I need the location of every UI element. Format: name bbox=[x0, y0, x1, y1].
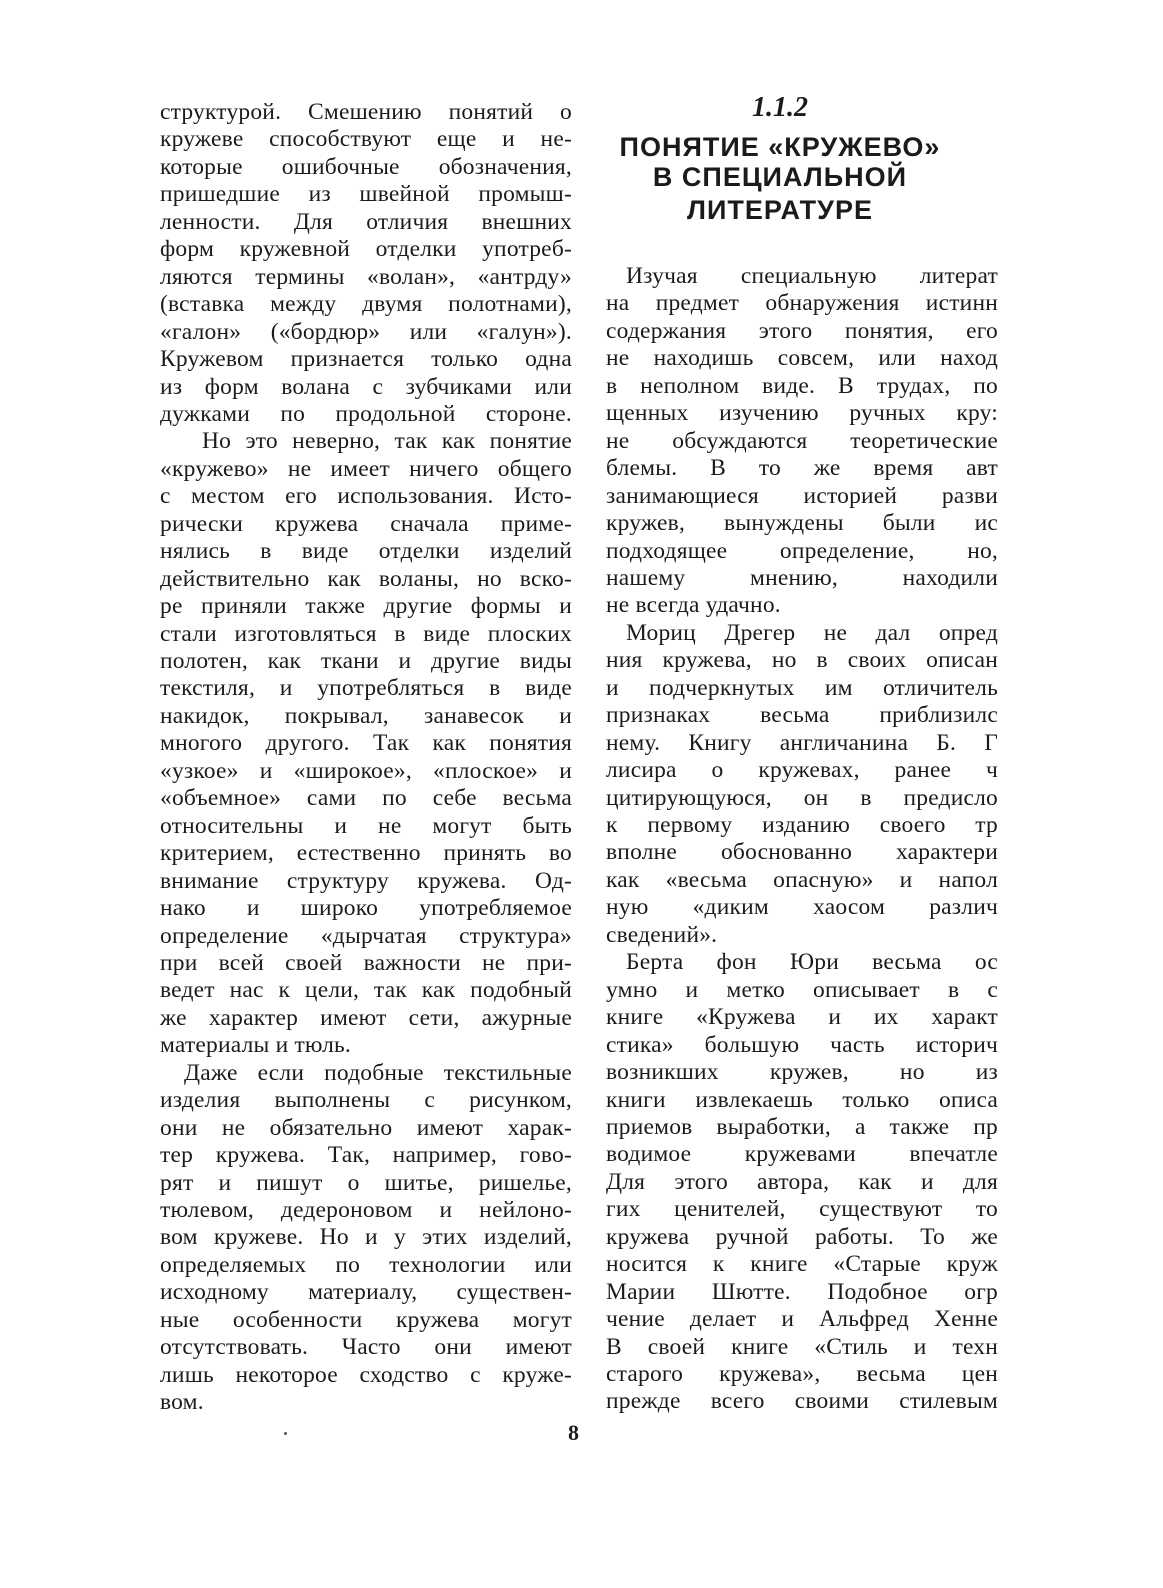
text-line: при всей своей важности не при- bbox=[160, 949, 572, 976]
text-line: действительно как воланы, но вско- bbox=[160, 565, 572, 592]
text-line: не находишь совсем, или наход bbox=[606, 345, 998, 372]
text-line: «объемное» сами по себе весьма bbox=[160, 785, 572, 812]
text-line: лисира о кружевах, ранее ч bbox=[606, 757, 998, 784]
text-line: ведет нас к цели, так как подобный bbox=[160, 977, 572, 1004]
text-line: «узкое» и «широкое», «плоское» и bbox=[160, 757, 572, 784]
text-line: нему. Книгу англичанина Б. Г bbox=[606, 729, 998, 756]
text-line: нялись в виде отделки изделий bbox=[160, 538, 572, 565]
text-line: тюлевом, дедероновом и нейлоно- bbox=[160, 1197, 572, 1223]
text-line: стали изготовляться в виде плоских bbox=[160, 620, 572, 647]
text-line: кружеве способствуют еще и не- bbox=[160, 126, 572, 153]
text-line: старого кружева», весьма цен bbox=[606, 1361, 998, 1387]
page-number: 8 bbox=[568, 1420, 579, 1445]
section-number: 1.1.2 bbox=[752, 92, 808, 123]
text-line: Марии Шютте. Подобное огр bbox=[606, 1278, 998, 1305]
text-line: ляются термины «волан», «антрду» bbox=[160, 263, 572, 290]
text-line: пришедшие из швейной промыш- bbox=[160, 181, 572, 208]
right-text-column bbox=[606, 0, 998, 1588]
text-line: подходящее определение, но, bbox=[606, 537, 998, 564]
text-line: внимание структуру кружева. Од- bbox=[160, 867, 572, 894]
text-line: определение «дырчатая структура» bbox=[160, 922, 572, 949]
text-line: занимающиеся историей разви bbox=[606, 482, 998, 509]
text-line: водимое кружевами впечатле bbox=[606, 1141, 998, 1168]
text-line: гих ценителей, существуют то bbox=[606, 1196, 998, 1223]
text-line: умно и метко описывает в с bbox=[606, 976, 998, 1003]
text-line: лишь некоторое сходство с круже- bbox=[160, 1361, 572, 1388]
text-line: кружева ручной работы. То же bbox=[606, 1223, 998, 1250]
text-line: критерием, естественно принять во bbox=[160, 840, 572, 867]
text-line: текстиля, и употребляться в виде bbox=[160, 675, 572, 702]
text-line: Но это неверно, так как понятие bbox=[202, 428, 572, 455]
text-line: же характер имеют сети, ажурные bbox=[160, 1004, 572, 1031]
text-line: В своей книге «Стиль и техн bbox=[606, 1333, 998, 1360]
text-line: вполне обоснованно характери bbox=[606, 839, 998, 866]
text-line: ленности. Для отличия внешних bbox=[160, 208, 572, 235]
text-line: Кружевом признается только одна bbox=[160, 346, 572, 373]
text-line: чение делает и Альфред Хенне bbox=[606, 1306, 998, 1333]
text-line: содержания этого понятия, его bbox=[606, 317, 998, 344]
text-line: рически кружева сначала приме- bbox=[160, 510, 572, 537]
text-line: щенных изучению ручных кру: bbox=[606, 400, 998, 427]
text-line: определяемых по технологии или bbox=[160, 1251, 572, 1278]
text-line: они не обязательно имеют харак- bbox=[160, 1114, 572, 1141]
text-line: накидок, покрывал, занавесок и bbox=[160, 702, 572, 729]
text-line: не обсуждаются теоретические bbox=[606, 427, 998, 454]
text-line: нако и широко употребляемое bbox=[160, 895, 572, 922]
text-line: которые ошибочные обозначения, bbox=[160, 153, 572, 180]
text-line: прежде всего своими стилевым bbox=[606, 1388, 998, 1415]
text-line: не всегда удачно. bbox=[606, 592, 781, 619]
text-line: Берта фон Юри весьма ос bbox=[626, 949, 998, 976]
text-line: к первому изданию своего тр bbox=[606, 812, 998, 838]
text-line: многого другого. Так как понятия bbox=[160, 730, 572, 757]
text-line: дужками по продольной стороне. bbox=[160, 400, 572, 427]
text-line: и подчеркнутых им отличитель bbox=[606, 674, 998, 701]
text-line: носится к книге «Старые круж bbox=[606, 1251, 998, 1278]
text-line: «кружево» не имеет ничего общего bbox=[160, 455, 572, 482]
text-line: Для этого автора, как и для bbox=[606, 1168, 998, 1195]
text-line: вом кружеве. Но и у этих изделий, bbox=[160, 1224, 572, 1251]
text-line: рят и пишут о шитье, ришелье, bbox=[160, 1169, 572, 1196]
text-line: стика» большую часть историч bbox=[606, 1031, 998, 1058]
text-line: отсутствовать. Часто они имеют bbox=[160, 1334, 572, 1361]
text-line: сведений». bbox=[606, 921, 718, 948]
section-title-line-1: ПОНЯТИЕ «КРУЖЕВО» bbox=[619, 132, 941, 162]
text-line: из форм волана с зубчиками или bbox=[160, 373, 572, 400]
text-line: цитирующуюся, он в предисло bbox=[606, 784, 998, 811]
text-line: ния кружева, но в своих описан bbox=[606, 647, 998, 674]
text-line: кружев, вынуждены были ис bbox=[606, 510, 998, 537]
text-line: материалы и тюль. bbox=[160, 1032, 351, 1059]
text-line: вом. bbox=[160, 1389, 204, 1416]
text-line: на предмет обнаружения истинн bbox=[606, 290, 998, 317]
text-line: книге «Кружева и их характ bbox=[606, 1004, 998, 1031]
section-title-line-2: В СПЕЦИАЛЬНОЙ bbox=[652, 162, 908, 192]
text-line: приемов выработки, а также пр bbox=[606, 1113, 998, 1140]
text-line: относительны и не могут быть bbox=[160, 812, 572, 839]
text-line: тер кружева. Так, например, гово- bbox=[160, 1142, 572, 1169]
section-title-line-3: ЛИТЕРАТУРЕ bbox=[687, 195, 873, 225]
text-line: Даже если подобные текстильные bbox=[184, 1059, 572, 1086]
text-line: ные особенности кружева могут bbox=[160, 1306, 572, 1333]
scan-speck bbox=[284, 1432, 287, 1435]
text-line: с местом его использования. Исто- bbox=[160, 483, 572, 510]
text-line: блемы. В то же время авт bbox=[606, 455, 998, 482]
text-line: Изучая специальную литерат bbox=[626, 263, 998, 289]
text-line: как «весьма опасную» и напол bbox=[606, 866, 998, 893]
text-line: структурой. Смешению понятий о bbox=[160, 99, 572, 125]
text-line: (вставка между двумя полотнами), bbox=[160, 291, 572, 318]
text-line: признаках весьма приблизилс bbox=[606, 702, 998, 729]
text-line: форм кружевной отделки употреб- bbox=[160, 236, 572, 263]
text-line: нашему мнению, находили bbox=[606, 564, 998, 591]
text-line: полотен, как ткани и другие виды bbox=[160, 648, 572, 674]
text-line: в неполном виде. В трудах, по bbox=[606, 372, 998, 399]
text-line: ре приняли также другие формы и bbox=[160, 593, 572, 620]
text-line: изделия выполнены с рисунком, bbox=[160, 1087, 572, 1114]
text-line: «галон» («бордюр» или «галун»). bbox=[160, 318, 572, 345]
text-line: исходному материалу, существен- bbox=[160, 1279, 572, 1306]
text-line: книги извлекаешь только описа bbox=[606, 1086, 998, 1113]
text-line: возникших кружев, но из bbox=[606, 1059, 998, 1086]
text-line: ную «диким хаосом различ bbox=[606, 894, 998, 921]
text-line: Мориц Дрегер не дал опред bbox=[626, 619, 998, 646]
